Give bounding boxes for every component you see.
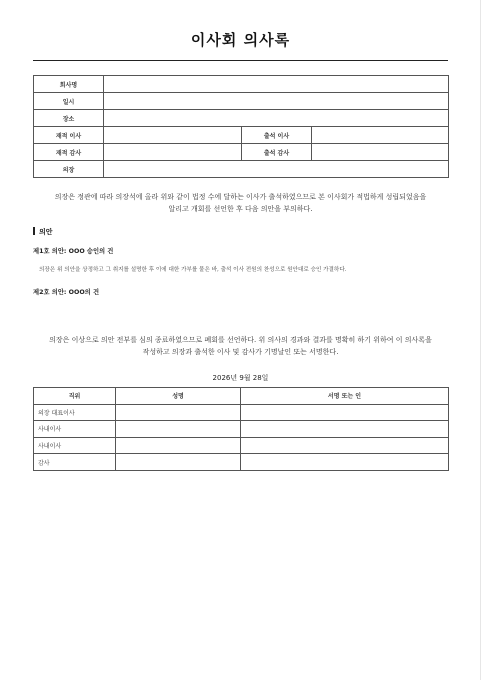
closing-line-2: 작성하고 의장과 출석한 이사 및 감사가 기명날인 또는 서명한다. — [142, 348, 339, 356]
info-row-company — [34, 76, 449, 93]
signature-mark — [241, 437, 449, 454]
chair-value — [104, 161, 449, 178]
agenda-item-2-title: 제2호 의안: OOO의 건 — [33, 289, 100, 296]
signature-role: 사내이사 — [34, 437, 116, 454]
signature-row — [34, 421, 449, 438]
info-row-auditors — [34, 144, 449, 161]
header-signature: 서명 또는 인 — [241, 388, 449, 405]
meeting-info-table — [33, 75, 449, 178]
signature-mark — [241, 454, 449, 471]
signature-name — [116, 437, 241, 454]
header-name: 성명 — [116, 388, 241, 405]
opening-line-1: 의장은 정관에 따라 의장석에 올라 위와 같이 법정 수에 달하는 이사가 출석하였으므로 본 이사회가 적법하게 성립되었음을 — [54, 193, 427, 201]
opening-line-2: 알리고 개회를 선언한 후 다음 의안을 부의하다. — [168, 205, 313, 213]
agenda-item-1-body: 의장은 위 의안을 상정하고 그 취지를 설명한 후 이에 대한 가부를 물은 바, 출석 이사 전원의 찬성으로 원안대로 승인 가결하다. — [39, 267, 347, 273]
signature-role: 사내이사 — [34, 421, 116, 438]
auditors-total-value — [104, 144, 242, 161]
section-marker-bar — [33, 227, 35, 235]
info-row-datetime — [34, 93, 449, 110]
company-label: 회사명 — [34, 76, 104, 93]
place-value — [104, 110, 449, 127]
document-title: 이사회 의사록 — [190, 31, 291, 49]
chair-label: 의장 — [34, 161, 104, 178]
directors-present-value — [312, 127, 449, 144]
datetime-label: 일시 — [34, 93, 104, 110]
info-row-directors — [34, 127, 449, 144]
datetime-value — [104, 93, 449, 110]
agenda-section-heading — [33, 227, 53, 237]
meeting-date: 2026년 9월 28일 — [212, 374, 269, 382]
header-position: 직위 — [34, 388, 116, 405]
auditors-total-label: 재적 감사 — [34, 144, 104, 161]
signature-mark — [241, 404, 449, 421]
company-value — [104, 76, 449, 93]
signature-role: 감사 — [34, 454, 116, 471]
info-row-place — [34, 110, 449, 127]
auditors-present-value — [312, 144, 449, 161]
agenda-section-title: 의안 — [39, 228, 53, 236]
signature-mark — [241, 421, 449, 438]
directors-present-label: 출석 이사 — [242, 127, 312, 144]
signature-row — [34, 437, 449, 454]
agenda-item-1-title: 제1호 의안: OOO 승인의 건 — [33, 248, 114, 255]
signature-role: 의장 대표이사 — [34, 404, 116, 421]
directors-total-value — [104, 127, 242, 144]
directors-total-label: 재적 이사 — [34, 127, 104, 144]
signature-name — [116, 454, 241, 471]
info-row-chair — [34, 161, 449, 178]
closing-paragraph — [33, 334, 448, 358]
opening-paragraph — [33, 191, 448, 215]
signature-row — [34, 404, 449, 421]
signature-header-row — [34, 388, 449, 405]
title-divider — [33, 60, 448, 61]
signature-row — [34, 454, 449, 471]
auditors-present-label: 출석 감사 — [242, 144, 312, 161]
signature-name — [116, 404, 241, 421]
signature-table — [33, 387, 449, 471]
closing-line-1: 의장은 이상으로 의안 전부를 심의 종료하였으므로 폐회를 선언하다. 위 의사의 경과와 결과를 명확히 하기 위하여 이 의사록을 — [49, 336, 432, 344]
signature-name — [116, 421, 241, 438]
place-label: 장소 — [34, 110, 104, 127]
